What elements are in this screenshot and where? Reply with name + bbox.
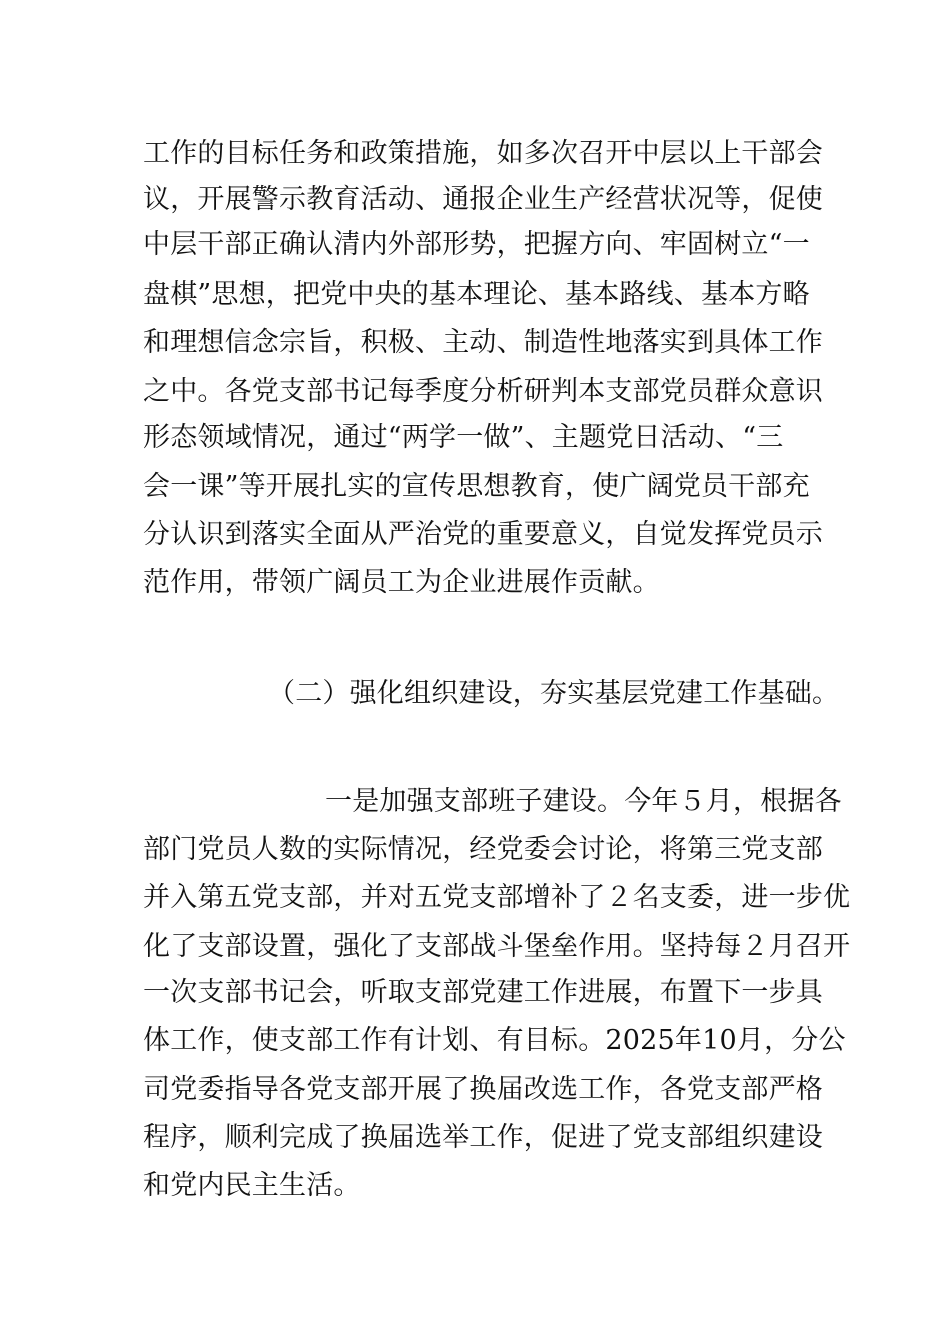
paragraph-1-line-4: 盘棋”思想，把党中央的基本理论、基本路线、基本方略 bbox=[143, 279, 810, 310]
paragraph-1-line-5: 和理想信念宗旨，积极、主动、制造性地落实到具体工作 bbox=[143, 327, 823, 358]
paragraph-2-line-7: 司党委指导各党支部开展了换届改选工作，各党支部严格 bbox=[143, 1074, 823, 1105]
paragraph-1-line-8: 会一课”等开展扎实的宣传思想教育，使广阔党员干部充 bbox=[143, 471, 810, 502]
paragraph-1-line-2: 议，开展警示教育活动、通报企业生产经营状况等，促使 bbox=[143, 184, 823, 215]
section-heading-2: （二）强化组织建设，夯实基层党建工作基础。 bbox=[268, 678, 840, 709]
paragraph-1-line-10: 范作用，带领广阔员工为企业进展作贡献。 bbox=[143, 567, 660, 598]
paragraph-1-line-9: 分认识到落实全面从严治党的重要意义，自觉发挥党员示 bbox=[143, 519, 823, 550]
paragraph-2-line-1: 一是加强支部班子建设。今年５月，根据各 bbox=[325, 786, 842, 817]
paragraph-1-line-7: 形态领域情况，通过“两学一做”、主题党日活动、“三 bbox=[143, 422, 784, 453]
paragraph-2-line-9: 和党内民主生活。 bbox=[143, 1170, 361, 1201]
paragraph-2-line-3: 并入第五党支部，并对五党支部增补了２名支委，进一步优 bbox=[143, 882, 851, 913]
paragraph-1-line-1: 工作的目标任务和政策措施，如多次召开中层以上干部会 bbox=[143, 138, 823, 169]
paragraph-2-line-8: 程序，顺利完成了换届选举工作，促进了党支部组织建设 bbox=[143, 1122, 823, 1153]
paragraph-2-line-6: 体工作，使支部工作有计划、有目标。2025年10月，分公 bbox=[143, 1025, 846, 1056]
paragraph-1-line-3: 中层干部正确认清内外部形势，把握方向、牢固树立“一 bbox=[143, 229, 810, 260]
paragraph-2-line-2: 部门党员人数的实际情况，经党委会讨论，将第三党支部 bbox=[143, 834, 823, 865]
paragraph-2-line-4: 化了支部设置，强化了支部战斗堡垒作用。坚持每２月召开 bbox=[143, 931, 851, 962]
paragraph-2-line-5: 一次支部书记会，听取支部党建工作进展，布置下一步具 bbox=[143, 977, 823, 1008]
paragraph-1-line-6: 之中。各党支部书记每季度分析研判本支部党员群众意识 bbox=[143, 376, 823, 407]
